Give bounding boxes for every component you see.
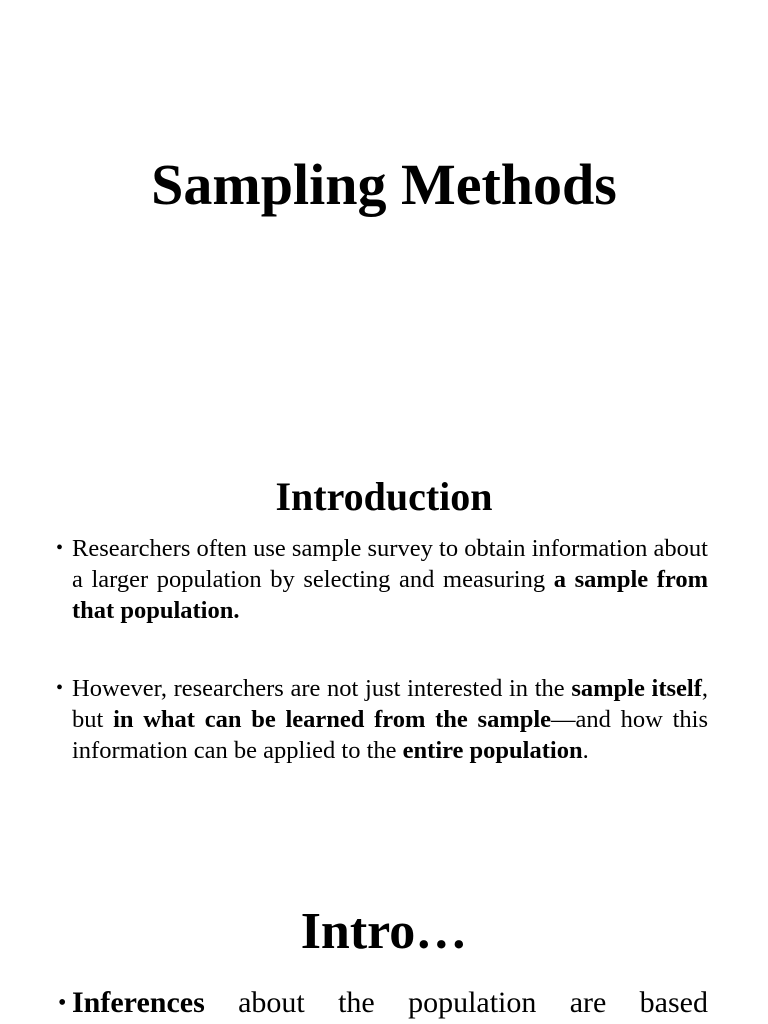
bullet-marker: • xyxy=(56,677,64,699)
introduction-heading: Introduction xyxy=(275,474,493,519)
bullet-2-text-d: . xyxy=(582,737,589,764)
bullet-2-text-b: , but xyxy=(72,675,708,733)
bullet-item-2 xyxy=(56,673,709,766)
bullet-2-bold-c: entire population xyxy=(402,737,583,764)
bullet-3-bold-text: Inferences xyxy=(72,986,205,1019)
bullet-marker: • xyxy=(56,537,64,559)
bullet-2-text-a: However, researchers are not just interested in the xyxy=(72,675,572,702)
bullet-2-bold-b: in what can be learned from the sample xyxy=(113,706,552,733)
bullet-1-text: Researchers often use sample survey to obtain information about a larger population by selecting and measuring xyxy=(72,535,708,593)
intro-continued-heading: Intro… xyxy=(300,903,468,960)
bullet-marker: • xyxy=(58,990,67,1016)
bullet-2-text-c: —and how this information can be applied to the xyxy=(72,706,709,764)
bullet-item-3 xyxy=(58,984,708,1022)
bullet-3-text: about the population are based xyxy=(204,986,708,1019)
bullet-item-1 xyxy=(56,533,709,626)
bullet-1-bold-text: a sample from that population. xyxy=(72,566,709,624)
page-title: Sampling Methods xyxy=(151,152,617,217)
bullet-2-bold-a: sample itself xyxy=(571,675,702,702)
